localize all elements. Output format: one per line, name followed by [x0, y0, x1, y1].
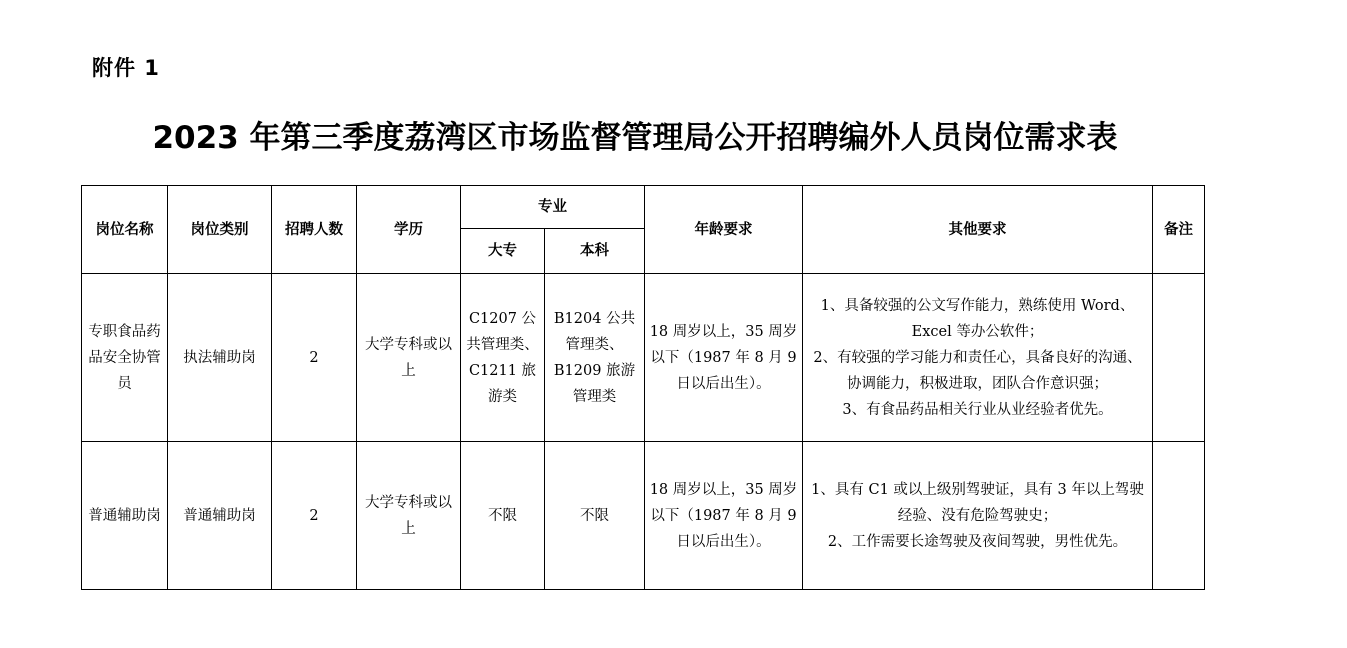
cell-bachelor-major: 不限: [545, 442, 645, 590]
requirement-item: 1、具备较强的公文写作能力，熟练使用 Word、Excel 等办公软件；: [820, 297, 1135, 340]
header-education: 学历: [357, 186, 461, 274]
header-bachelor: 本科: [545, 229, 645, 274]
cell-other-requirements: [803, 442, 1153, 590]
page-title: 2023 年第三季度荔湾区市场监督管理局公开招聘编外人员岗位需求表: [152, 120, 1118, 156]
attachment-label: 附件 1: [92, 56, 160, 80]
cell-count: 2: [272, 274, 357, 442]
cell-age: 18 周岁以上，35 周岁以下（1987 年 8 月 9 日以后出生）。: [645, 442, 803, 590]
cell-position-name: 专职食品药品安全协管员: [82, 274, 168, 442]
cell-bachelor-major: B1204 公共管理类、B1209 旅游管理类: [545, 274, 645, 442]
header-count: 招聘人数: [272, 186, 357, 274]
cell-count: 2: [272, 442, 357, 590]
cell-college-major: 不限: [461, 442, 545, 590]
cell-position-name: 普通辅助岗: [82, 442, 168, 590]
cell-remarks: [1153, 274, 1205, 442]
cell-college-major: C1207 公共管理类、C1211 旅游类: [461, 274, 545, 442]
requirement-item: 2、有较强的学习能力和责任心，具备良好的沟通、协调能力，积极进取，团队合作意识强；: [813, 349, 1142, 392]
header-age: 年龄要求: [645, 186, 803, 274]
requirement-item: 1、具有 C1 或以上级别驾驶证，具有 3 年以上驾驶经验、没有危险驾驶史；: [811, 481, 1144, 524]
header-college: 大专: [461, 229, 545, 274]
cell-education: 大学专科或以上: [357, 274, 461, 442]
table-row: [82, 442, 1205, 590]
table-row: [82, 274, 1205, 442]
header-remarks: 备注: [1153, 186, 1205, 274]
header-position-name: 岗位名称: [82, 186, 168, 274]
cell-position-type: 普通辅助岗: [168, 442, 272, 590]
cell-other-requirements: [803, 274, 1153, 442]
requirement-item: 3、有食品药品相关行业从业经验者优先。: [842, 401, 1113, 418]
requirement-item: 2、工作需要长途驾驶及夜间驾驶，男性优先。: [827, 533, 1128, 550]
cell-age: 18 周岁以上，35 周岁以下（1987 年 8 月 9 日以后出生）。: [645, 274, 803, 442]
header-major: 专业: [461, 186, 645, 229]
header-other: 其他要求: [803, 186, 1153, 274]
cell-education: 大学专科或以上: [357, 442, 461, 590]
cell-remarks: [1153, 442, 1205, 590]
cell-position-type: 执法辅助岗: [168, 274, 272, 442]
header-row: [82, 186, 1205, 229]
header-position-type: 岗位类别: [168, 186, 272, 274]
recruitment-table: [81, 185, 1205, 590]
